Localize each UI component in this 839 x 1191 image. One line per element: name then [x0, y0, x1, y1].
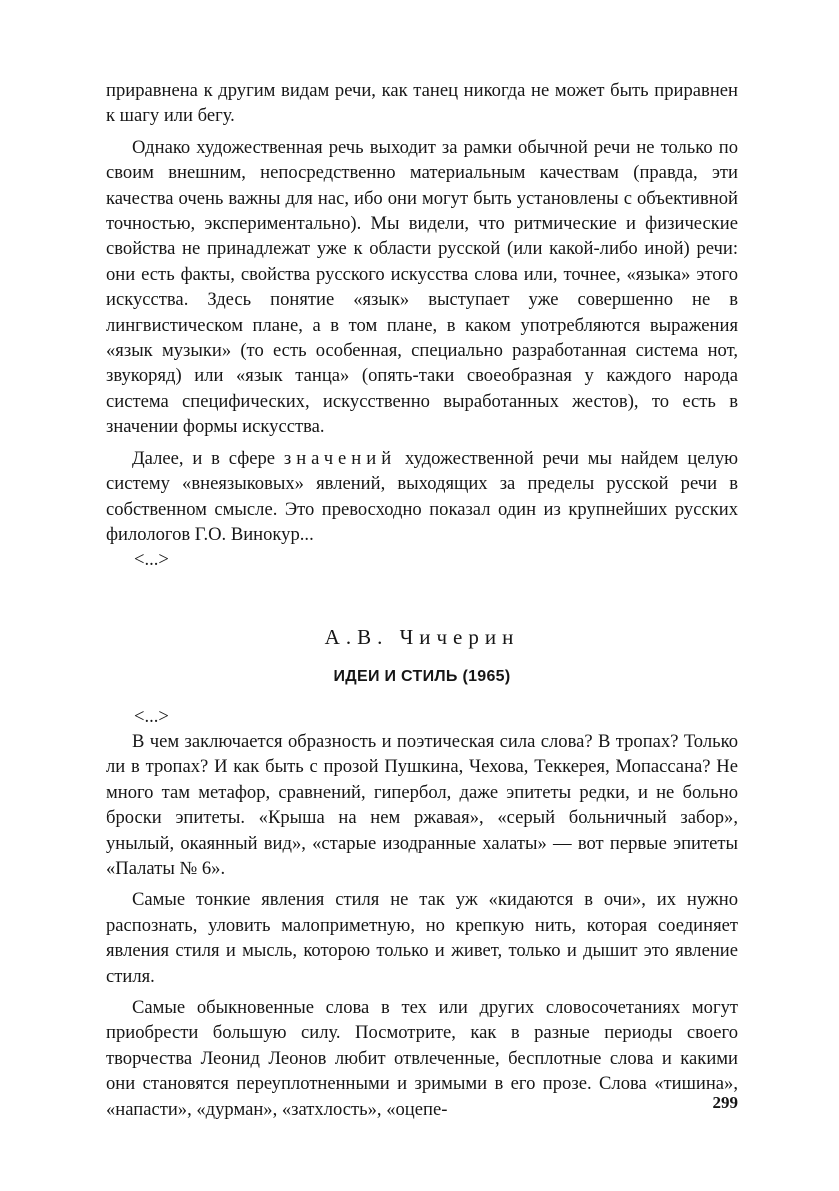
- paragraph-meanings-end: художественной речи мы найдем целую систему «внеязыковых» явлений, выходящих за пределы русской речи в собственном смысле. Это превосходно показал один из крупнейших русских филологов Г.О. Винокур...: [106, 447, 739, 545]
- omission-marker: <...>: [134, 549, 169, 571]
- paragraph-meanings-start: Далее, и в сфере: [132, 447, 284, 469]
- paragraph-artistic-speech: Однако художественная речь выходит за рамки обычной речи не только по своим внешним, непосредственно материальным качествам (правда, эти качества очень важны для нас, ибо они могут быть установлены с объективной точностью, экспериментально). Мы видели, что ритмические и физические свойства не принадлежат уже к области русской (или какой-либо иной) речи: они есть факты, свойства русского искусства слова или, точнее, «языка» этого искусства. Здесь понятие «язык» выступает уже совершенно не в лингвистическом плане, а в том плане, в каком употребляются выражения «язык музыки» (то есть особенная, специально разработанная система нот, звукоряд) или «язык танца» (опять-таки своеобразная у каждого народа система специфических, искусственно выработанных жестов), то есть в значении формы искусства.: [106, 136, 738, 438]
- paragraph-ordinary-words: Самые обыкновенные слова в тех или других словосочетаниях могут приобрести большую силу. Посмотрите, как в разные периоды своего творчества Леонид Леонов любит отвлеченные, бесплотные слова и какими они становятся переуплотненными и зримыми в его прозе. Слова «тишина», «напасти», «дурман», «затхлость», «оцепе-: [106, 997, 738, 1120]
- paragraph-imagery: В чем заключается образность и поэтическая сила слова? В тропах? Только ли в тропах? И как быть с прозой Пушкина, Чехова, Теккерея, Мопассана? Не много там метафор, сравнений, гипербол, даже эпитеты редки, и не больно броски эпитеты. «Крыша на нем ржавая», «серый больничный забор», унылый, окаянный вид», «старые изодранные халаты» — вот первые эпитеты «Палаты № 6».: [106, 730, 738, 879]
- page-body: [106, 78, 738, 1122]
- omission-marker-second: <...>: [134, 705, 169, 727]
- paragraph-style-phenomena: Самые тонкие явления стиля не так уж «кидаются в очи», их нужно распознать, уловить малоприметную, но крепкую нить, которая соединяет явления стиля и мысль, которою только и живет, только и дышит это явление стиля.: [106, 889, 738, 987]
- paragraph-continuation: приравнена к другим видам речи, как танец никогда не может быть приравнен к шагу или бегу.: [106, 80, 738, 127]
- work-title: ИДЕИ И СТИЛЬ (1965): [333, 668, 511, 686]
- paragraph-meanings: [106, 446, 738, 548]
- page-number: 299: [712, 1093, 738, 1112]
- author-heading: А.В. Чичерин: [324, 624, 520, 649]
- spaced-word-meanings: значений: [283, 447, 397, 469]
